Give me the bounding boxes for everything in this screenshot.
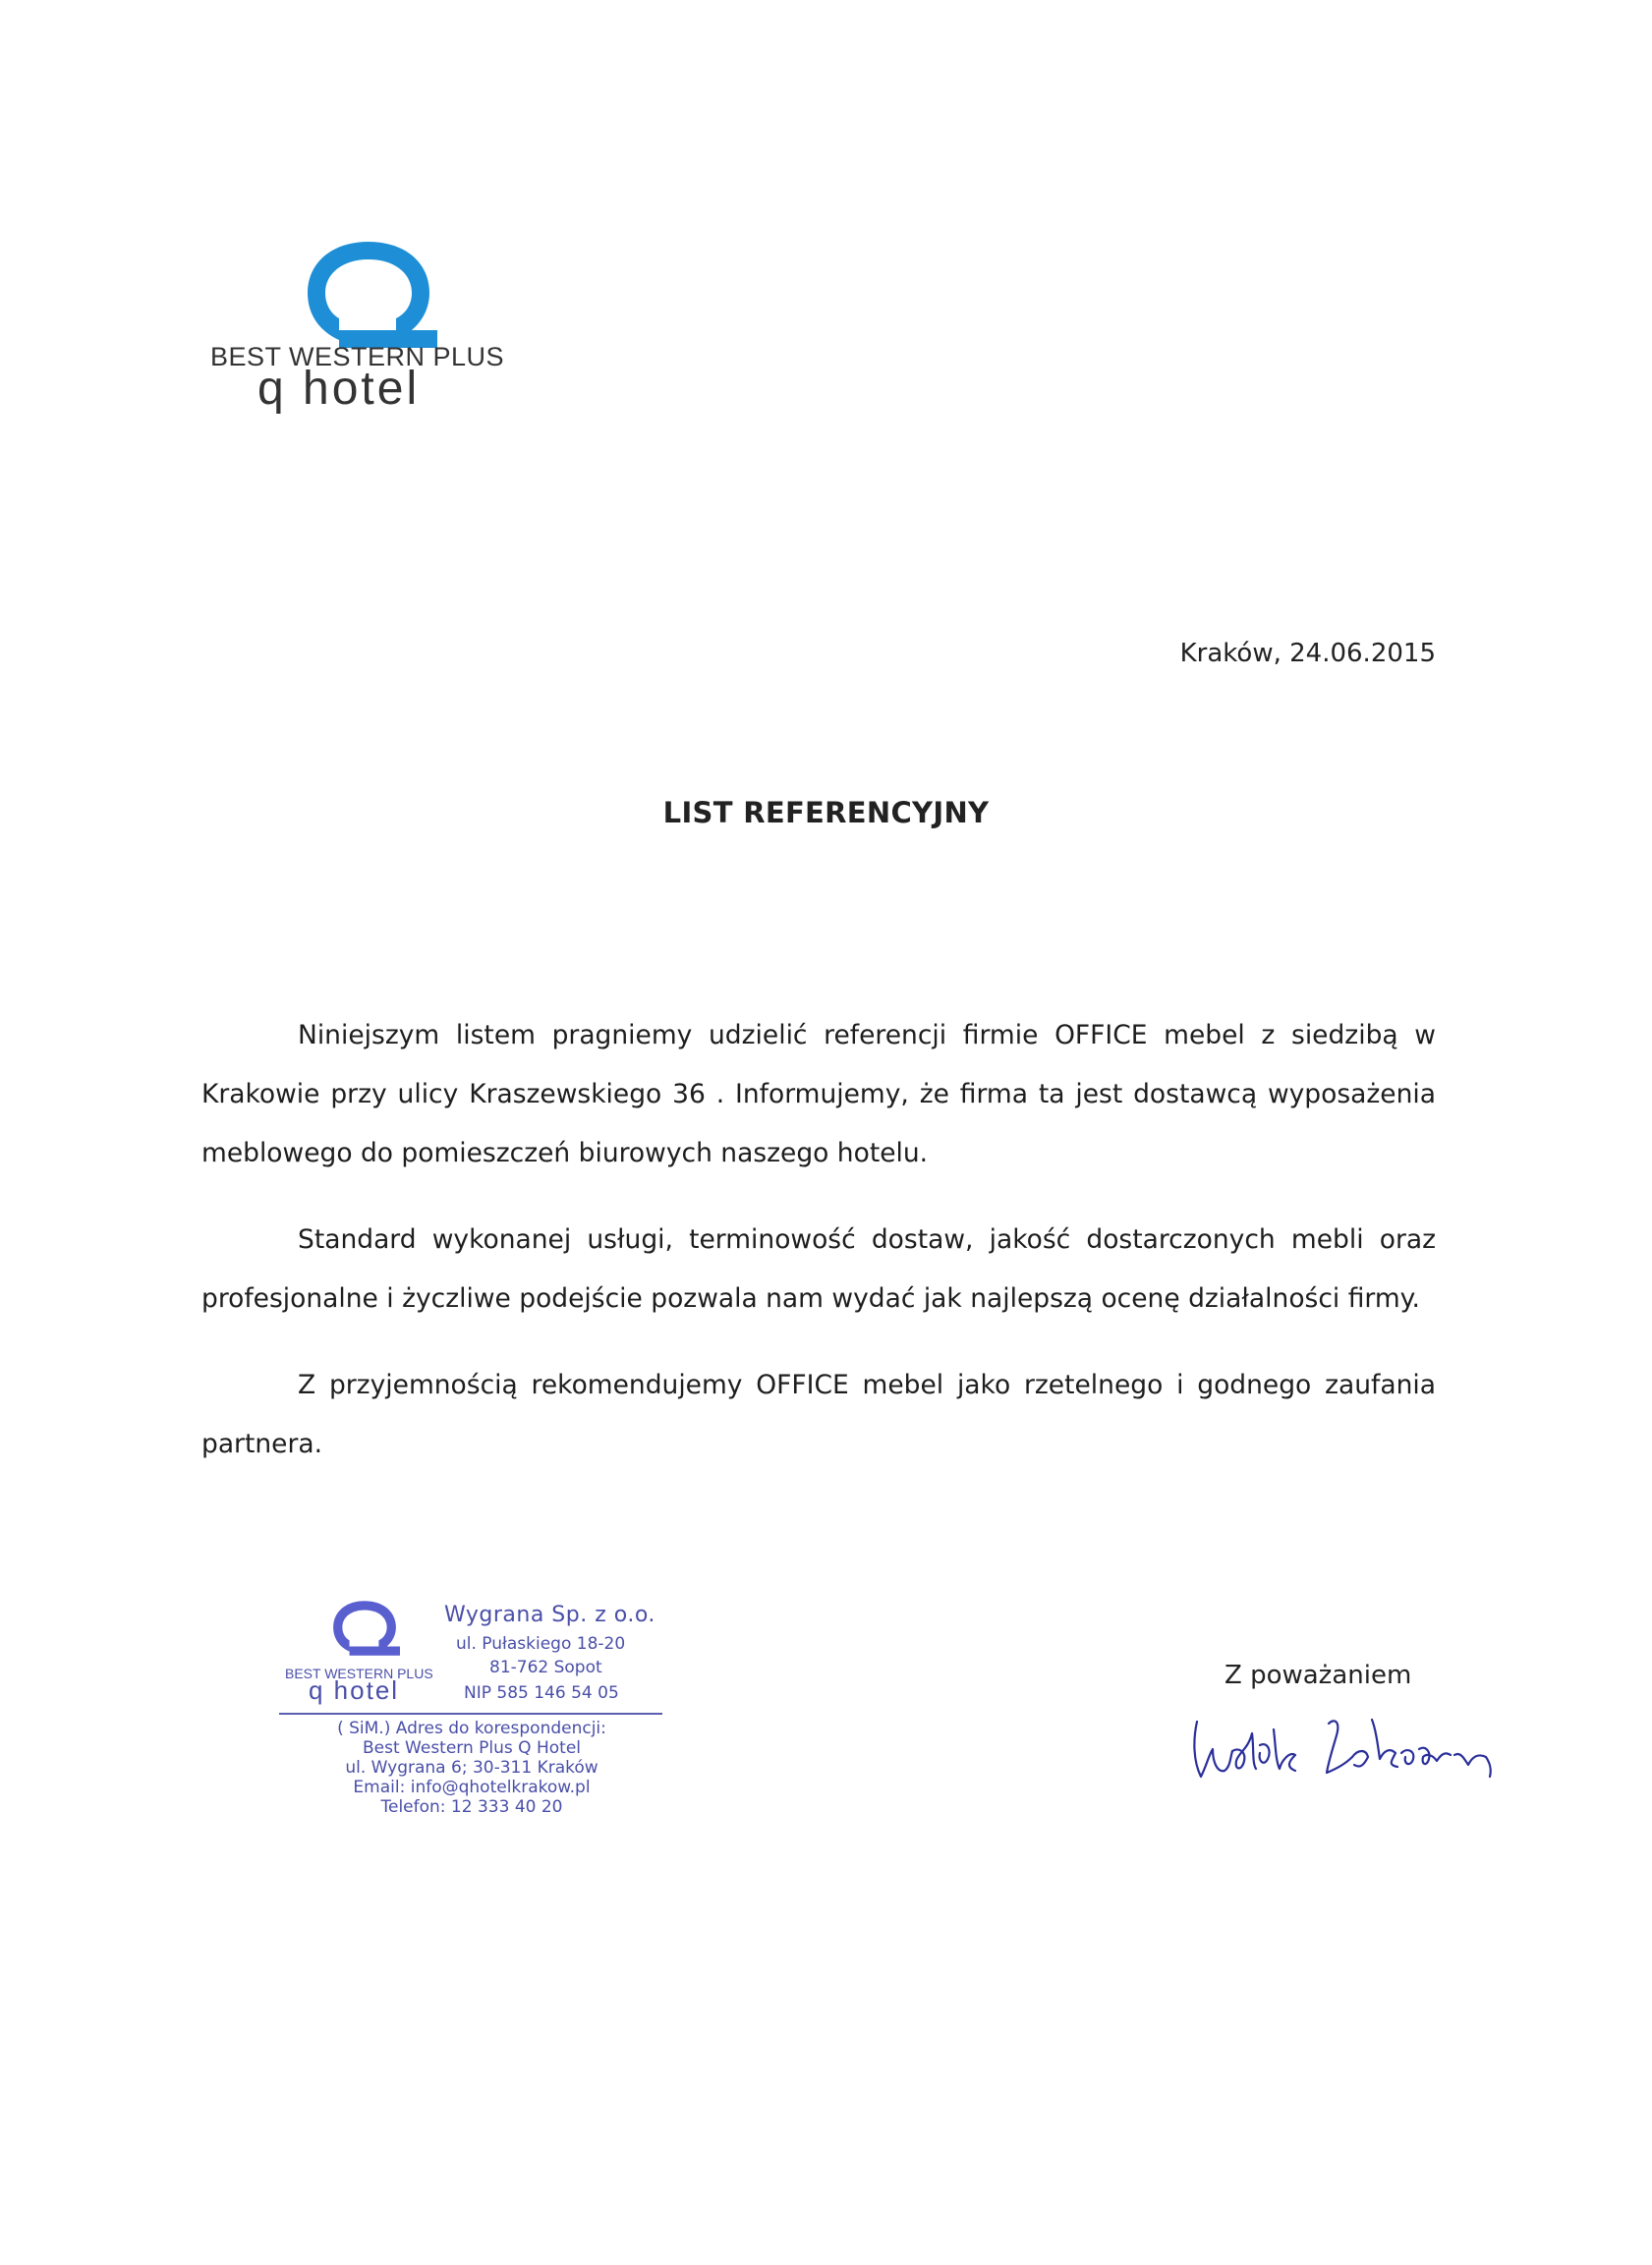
stamp-brand-line1: BEST WESTERN PLUS xyxy=(285,1666,433,1681)
stamp-brand-line2: q hotel xyxy=(309,1675,400,1705)
logo-brand-line1: BEST WESTERN PLUS xyxy=(210,342,505,371)
stamp-city: 81-762 Sopot xyxy=(489,1658,602,1677)
stamp-correspondence-line: Best Western Plus Q Hotel xyxy=(363,1738,581,1758)
stamp-nip: NIP 585 146 54 05 xyxy=(464,1683,619,1703)
body-paragraph: Standard wykonanej usługi, terminowość dostaw, jakość dostarczonych mebli oraz profesjonalne i życzliwe podejście pozwala nam wydać jak najlepszą ocenę działalności firmy. xyxy=(201,1224,1436,1314)
stamp-logo xyxy=(275,1597,442,1715)
letter-date: Kraków, 24.06.2015 xyxy=(1179,639,1436,668)
company-stamp xyxy=(275,1587,688,1833)
stamp-correspondence-line: Telefon: 12 333 40 20 xyxy=(380,1797,563,1817)
letter-title: LIST REFERENCYJNY xyxy=(662,796,990,829)
stamp-correspondence-line: Email: info@qhotelkrakow.pl xyxy=(353,1778,591,1797)
letter-body xyxy=(201,1006,1436,1501)
body-paragraph: Niniejszym listem pragniemy udzielić referencji firmie OFFICE mebel z siedzibą w Krakowie przy ulicy Kraszewskiego 36 . Informujemy, że firma ta jest dostawcą wyposażenia meblowego do pomieszczeń biurowych naszego hotelu. xyxy=(201,1020,1436,1168)
logo-brand-line2: q hotel xyxy=(257,363,421,415)
body-paragraph: Z przyjemnością rekomendujemy OFFICE mebel jako rzetelnego i godnego zaufania partnera. xyxy=(201,1370,1436,1459)
stamp-address: ul. Pułaskiego 18-20 xyxy=(456,1634,626,1654)
stamp-q-logo-icon xyxy=(329,1597,400,1660)
stamp-divider xyxy=(279,1713,662,1715)
stamp-correspondence-line: ( SiM.) Adres do korespondencji: xyxy=(337,1719,606,1738)
stamp-correspondence-line: ul. Wygrana 6; 30-311 Kraków xyxy=(345,1758,598,1778)
stamp-company-name: Wygrana Sp. z o.o. xyxy=(444,1603,655,1627)
q-logo-icon xyxy=(300,236,437,354)
closing-salutation: Z poważaniem xyxy=(1225,1661,1412,1690)
handwritten-signature xyxy=(1179,1700,1543,1808)
hotel-logo xyxy=(206,236,531,423)
stamp-correspondence xyxy=(275,1719,668,1817)
